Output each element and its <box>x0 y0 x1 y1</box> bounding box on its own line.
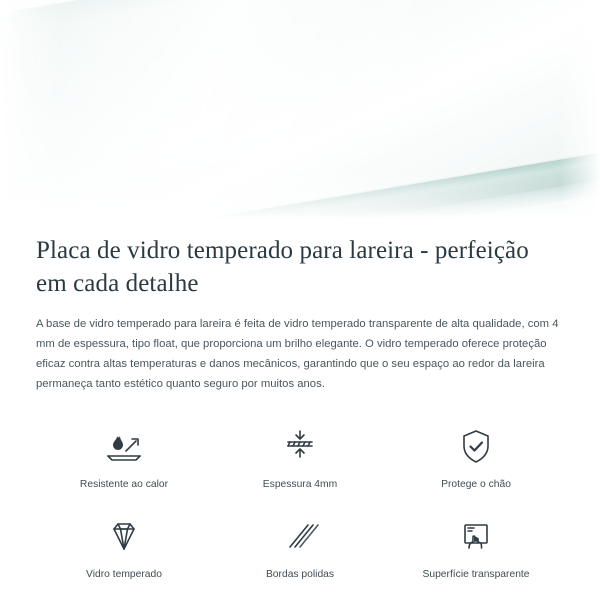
feature-item-transparent-surface <box>388 508 564 591</box>
feature-item-heat-resistant <box>36 418 212 501</box>
page-title: Placa de vidro temperado para lareira - perfeição em cada detalhe <box>36 237 529 297</box>
feature-label: Vidro temperado <box>86 568 162 580</box>
heat-resistant-icon <box>101 424 147 470</box>
hero-product-image <box>0 0 600 228</box>
diamond-icon <box>101 514 147 560</box>
feature-label: Resistente ao calor <box>79 479 169 491</box>
product-description-text: A base de vidro temperado para lareira é feita de vidro temperado transparente de alta qualidade, com 4 mm de espessura, tipo float, que proporciona um brilho elegante. O vidro temperado oferece proteção eficaz contra altas temperaturas e danos mecânicos, garantindo que o seu espaço ao redor da lareira permaneça tanto estético quanto seguro por muitos anos. <box>36 318 559 391</box>
hero-bottom-fade <box>0 168 600 228</box>
feature-label: Espessura 4mm <box>262 479 338 491</box>
polished-edges-icon <box>277 514 323 560</box>
feature-item-floor-protection <box>388 418 564 501</box>
feature-item-thickness <box>212 418 388 501</box>
shield-check-icon <box>453 424 499 470</box>
feature-item-polished-edges <box>212 508 388 591</box>
feature-label: Bordas polidas <box>265 568 335 580</box>
feature-label: Protege o chão <box>441 479 511 491</box>
thickness-4mm-icon <box>277 424 323 470</box>
transparent-surface-icon <box>453 514 499 560</box>
feature-item-tempered-glass <box>36 508 212 591</box>
content-area <box>0 228 600 591</box>
feature-label: Superfície transparente <box>422 568 530 580</box>
feature-grid <box>36 418 564 591</box>
